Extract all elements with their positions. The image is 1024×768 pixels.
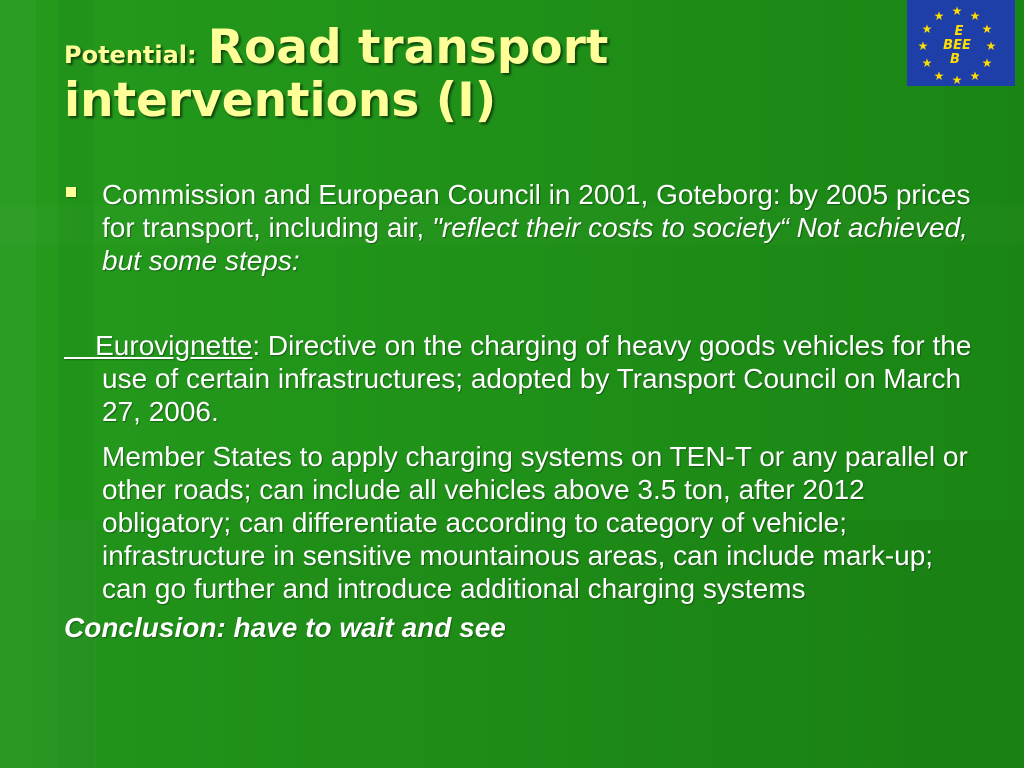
square-bullet-icon [66, 187, 76, 197]
eurovignette-text: : Directive on the charging of heavy goods vehicles for the use of certain infrastructures; adopted by Transport Council on March 27, 2006. [102, 330, 972, 427]
logo-text-line-1: E [954, 24, 964, 39]
eu-bee-logo [907, 0, 1015, 86]
eurovignette-lead [64, 330, 95, 361]
logo-text-line-3: B [950, 52, 960, 67]
svg-text:★: ★ [933, 9, 945, 23]
slide-content [64, 178, 974, 644]
member-states-paragraph [64, 440, 974, 605]
svg-text:★: ★ [981, 22, 993, 36]
svg-text:★: ★ [917, 39, 929, 53]
bullet-goteborg-text: Commission and European Council in 2001, Goteborg: by 2005 prices for transport, including air, [102, 179, 971, 243]
eurovignette-term: Eurovignette [95, 330, 253, 361]
logo-text-line-2: BEE [943, 38, 971, 53]
svg-text:★: ★ [969, 69, 981, 83]
svg-text:★: ★ [921, 22, 933, 36]
svg-text:★: ★ [933, 69, 945, 83]
member-states-text: Member States to apply charging systems on TEN-T or any parallel or other roads; can include all vehicles above 3.5 ton, after 2012 obligatory; can differentiate according to category of vehicle; infrastructure in sensitive mountainous areas, can include mark-up; can go further and introduce additional charging systems [102, 441, 968, 604]
svg-text:★: ★ [951, 4, 963, 18]
bullet-goteborg [64, 178, 974, 277]
title-prefix: Potential: [64, 41, 197, 69]
svg-text:★: ★ [985, 39, 997, 53]
svg-text:★: ★ [981, 56, 993, 70]
svg-text:★: ★ [921, 56, 933, 70]
eurovignette-paragraph [64, 329, 974, 428]
bullet-goteborg-quote: "reflect their costs to society“ Not achieved, but some steps: [102, 212, 968, 276]
title-main: Road transport interventions (I) [64, 20, 609, 128]
slide-title [64, 22, 884, 127]
svg-text:★: ★ [951, 73, 963, 86]
conclusion: Conclusion: have to wait and see [64, 612, 506, 643]
svg-text:★: ★ [969, 9, 981, 23]
